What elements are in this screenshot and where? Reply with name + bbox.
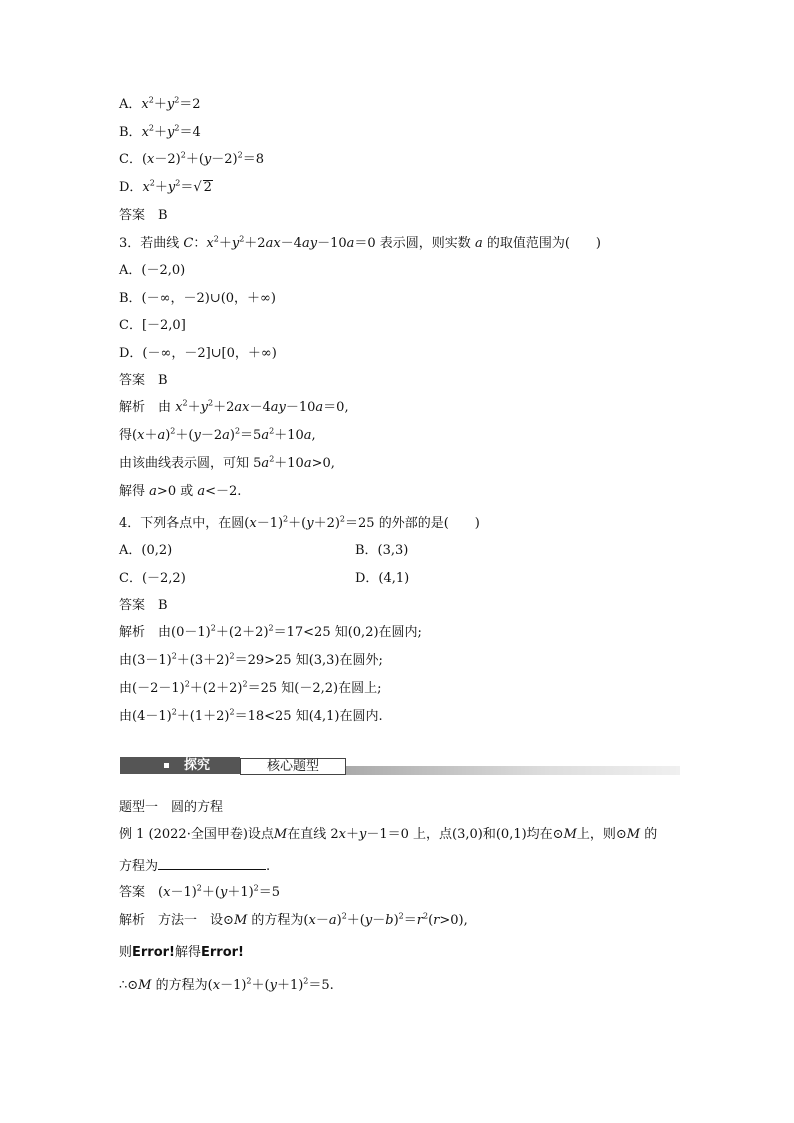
- example-1-system: 则Error!解得Error!: [119, 945, 244, 960]
- q4-analysis-4: 由$(4-1)^2+(1+2)^2=18<25$ 知(4,1)在圆内.: [119, 707, 383, 724]
- q3-analysis-1: 解析 由 $x^2+y^2+2ax-4ay-10a=0$,: [119, 398, 349, 415]
- banner-explore: 探究: [120, 757, 240, 774]
- q4-analysis-3: 由$(-2-1)^2+(2+2)^2=25$ 知(－2,2)在圆上;: [119, 679, 382, 696]
- q3-answer: 答案 B: [119, 373, 168, 388]
- q2-option-d: D．$x^2+y^2=√$ 2: [119, 178, 212, 195]
- q4-analysis-2: 由$(3-1)^2+(3+2)^2=29>25$ 知(3,3)在圆外;: [119, 651, 383, 668]
- banner-divider: [346, 766, 680, 775]
- section-banner: [120, 757, 680, 777]
- q3-analysis-2: 得$(x+a)^2+(y-2a)^2=5a^2+10a$,: [119, 426, 316, 443]
- section-title: 题型一 圆的方程: [119, 800, 224, 815]
- q4-question: 4．下列各点中，在圆$(x-1)^2+(y+2)^2=25$ 的外部的是( ): [119, 514, 480, 531]
- q3-option-b: B．(－∞，－2)∪(0，＋∞): [119, 291, 276, 306]
- q2-answer: 答案 B: [119, 208, 168, 223]
- q2-option-a: A．$x^2+y^2=2$: [119, 95, 201, 112]
- q2-option-c: C．$(x-2)^2+(y-2)^2=8$: [119, 150, 264, 167]
- square-bullet-icon: [164, 763, 169, 768]
- answer-blank[interactable]: [158, 857, 266, 870]
- q3-question: 3．若曲线 C：$x^2+y^2+2ax-4ay-10a=0$ 表示圆，则实数 a 的取值范围为( ): [119, 234, 601, 251]
- q4-option-d: D．(4,1): [355, 571, 410, 586]
- banner-core-topics: 核心题型: [240, 758, 346, 775]
- q4-option-a: A．(0,2): [119, 543, 173, 558]
- example-1-answer: 答案 $(x-1)^2+(y+1)^2=5$: [119, 883, 281, 900]
- example-1-analysis: 解析 方法一 设⊙M 的方程为$(x-a)^2+(y-b)^2=r^2(r>0)$,: [119, 911, 468, 928]
- q4-option-b: B．(3,3): [355, 543, 409, 558]
- example-1-line-2: 方程为 .: [119, 859, 271, 874]
- q3-option-a: A．(－2,0): [119, 263, 186, 278]
- example-1-conclusion: ∴⊙M 的方程为$(x-1)^2+(y+1)^2=5$.: [119, 976, 334, 993]
- q3-option-c: C．[－2,0]: [119, 318, 186, 333]
- q4-answer: 答案 B: [119, 598, 168, 613]
- example-1-line-1: 例 1 (2022·全国甲卷)设点M在直线 2x＋y－1＝0 上，点(3,0)和(0,1)均在⊙M上，则⊙M 的: [119, 827, 658, 842]
- q3-analysis-3: 由该曲线表示圆，可知 $5a^2+10a>0$,: [119, 454, 335, 471]
- q3-option-d: D．(－∞，－2]∪[0，＋∞): [119, 346, 277, 361]
- q3-analysis-4: 解得 a>0 或 a<－2.: [119, 484, 242, 499]
- q2-option-b: B．$x^2+y^2=4$: [119, 123, 201, 140]
- q4-option-c: C．(－2,2): [119, 571, 186, 586]
- q4-analysis-1: 解析 由$(0-1)^2+(2+2)^2=17<25$ 知(0,2)在圆内;: [119, 623, 422, 640]
